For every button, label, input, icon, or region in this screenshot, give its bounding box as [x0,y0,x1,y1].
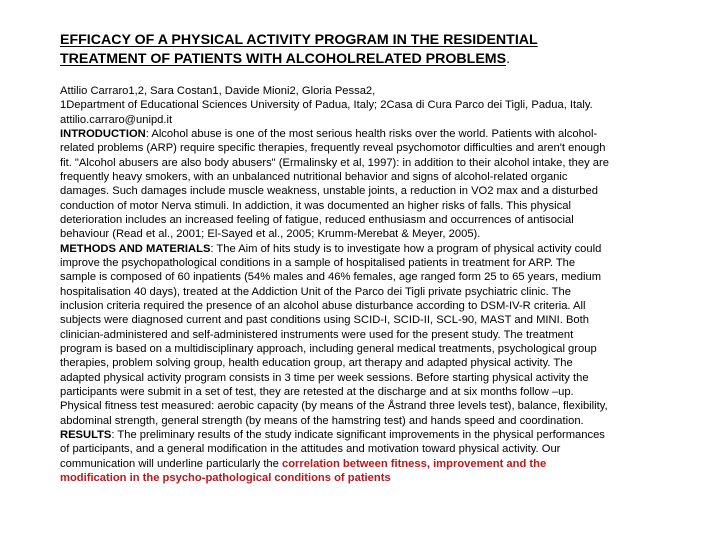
title-period: . [506,51,511,67]
body-text: conduction of motor Nerva stimuli. In addiction, it was documented an higher risks of falls. This physical [60,199,571,212]
text-line [60,299,680,313]
text-line [60,356,680,370]
body-text: : The Aim of hits study is to investigate how a program of physical activity could [210,242,602,255]
text-line [60,313,680,327]
body-text: 1Department of Educational Sciences University of Padua, Italy; 2Casa di Cura Parco dei Tigli, Padua, Italy. [60,99,593,112]
text-line [60,256,680,270]
text-line [60,184,680,198]
text-line [60,285,680,299]
text-line [60,98,680,112]
text-line [60,127,680,141]
text-line [60,170,680,184]
text-line [60,113,680,127]
body-text: Attilio Carraro1,2, Sara Costan1, Davide Mioni2, Gloria Pessa2, [60,85,376,97]
section-heading: INTRODUCTION [60,127,146,140]
text-line [60,457,680,471]
body-text: Physical fitness test measured: aerobic capacity (by means of the Åstrand three levels test), balance, flexibility, [60,400,608,413]
title-line-2 [60,50,680,69]
body-text: frequently heavy smokers, with an unbalanced nutritional behavior and signs of alcohol-related organic [60,170,568,183]
body-text: fit. "Alcohol abusers are also body abusers" (Ermalinsky et al, 1997): in addition to their alcohol intake, they are [60,156,609,169]
title-text-1: EFFICACY OF A PHYSICAL ACTIVITY PROGRAM IN THE RESIDENTIAL [60,32,538,48]
text-line [60,213,680,227]
text-line [60,414,680,428]
text-line [60,328,680,342]
body-text: of participants, and a general modification in the attitudes and motivation toward physical activity. Our [60,443,561,456]
text-line [60,342,680,356]
text-line [60,141,680,155]
body-text: behaviour (Read et al., 2001; El-Sayed et al., 2005; Krumm-Merebat & Meyer, 2005). [60,228,481,241]
text-line [60,199,680,213]
text-line [60,242,680,256]
text-line [60,385,680,399]
body-text: communication will underline particularly the [60,457,282,470]
text-line [60,371,680,385]
highlighted-text: correlation between fitness, improvement and the [282,457,547,470]
abstract-body [60,84,680,485]
body-text: related problems (ARP) require specific therapies, frequently reveal psychomotor difficulties and aren't enough [60,142,606,155]
body-text: sample is composed of 60 inpatients (54% males and 46% females, age ranged form 25 to 65 years, medium [60,271,602,284]
text-line [60,442,680,456]
text-line [60,471,680,485]
body-text: subjects were diagnosed current and past conditions using SCID-I, SCID-II, SCL-90, MAST and MINI. Both [60,314,589,327]
section-heading: RESULTS [60,428,112,441]
title-text-2: TREATMENT OF PATIENTS WITH ALCOHOLRELATED PROBLEMS [60,51,507,67]
body-text: : Alcohol abuse is one of the most serious health risks over the world. Patients with alcohol- [145,127,598,140]
text-line [60,399,680,413]
body-text: program is based on a multidisciplinary approach, including general medical treatments, psychological group [60,342,597,355]
section-heading: METHODS AND MATERIALS [60,242,211,255]
body-text: deterioration includes an increased feeling of fatigue, reduced enthusiasm and occurrences of antisocial [60,213,574,226]
body-text: adapted physical activity program consists in 3 time per week sessions. Before starting physical activity the [60,371,589,384]
highlighted-text: modification in the psycho-pathological conditions of patients [60,471,391,484]
body-text: clinician-administered and self-administered instruments were used for the present study. The treatment [60,328,574,341]
text-line [60,84,680,98]
body-text: hospitalisation 40 days), treated at the Addiction Unit of the Parco dei Tigli private psychiatric clinic. The [60,285,571,298]
text-line [60,428,680,442]
title-line-1 [60,31,680,50]
body-text: improve the psychopathological conditions in a sample of hospitalised patients in treatment for ARP. The [60,256,576,269]
text-line [60,156,680,170]
body-text: abdominal strength, general strength (by means of the hamstring test) and hands speed and coordination. [60,414,584,427]
body-text: inclusion criteria required the presence of an alcohol abuse disturbance according to DSM-IV-R criteria. All [60,299,586,312]
document-title [60,31,680,69]
body-text: attilio.carraro@unipd.it [60,113,173,126]
body-text: participants were submit in a set of test, they are retested at the discharge and at six months follow –up. [60,385,574,398]
text-line [60,227,680,241]
body-text: : The preliminary results of the study indicate significant improvements in the physical performances [111,428,605,441]
text-line [60,270,680,284]
body-text: therapies, problem solving group, health education group, art therapy and adapted physical activity. The [60,357,573,370]
body-text: damages. Such damages include muscle weakness, unstable joints, a reduction in VO2 max and a disturbed [60,185,598,198]
